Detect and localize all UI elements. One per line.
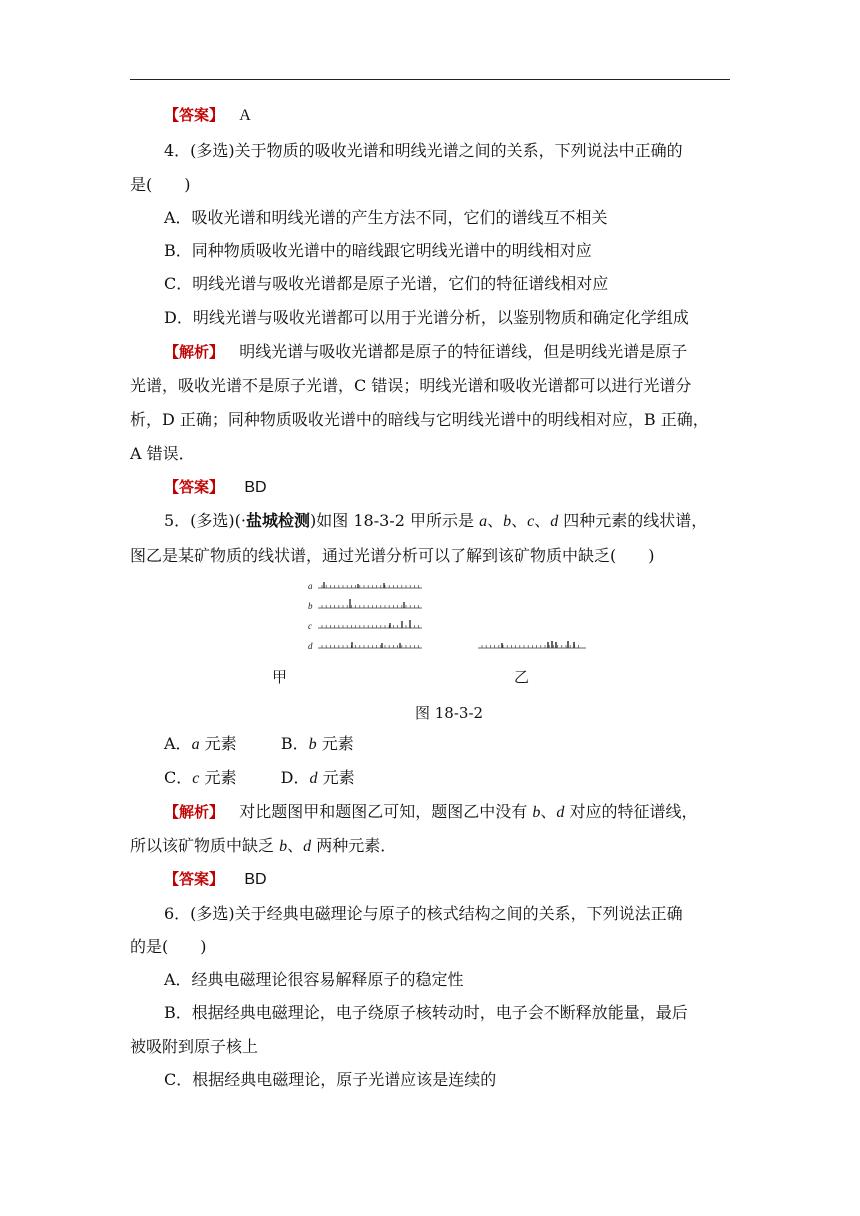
spectrum-row-label: c bbox=[308, 621, 312, 631]
analysis-tag: 【解析】 bbox=[164, 343, 225, 361]
q4-option-a: A．吸收光谱和明线光谱的产生方法不同，它们的谱线互不相关 bbox=[164, 208, 608, 227]
analysis-text: 对应的特征谱线， bbox=[564, 802, 698, 821]
q6-option-a: A．经典电磁理论很容易解释原子的稳定性 bbox=[164, 970, 464, 989]
analysis-text: 对比题图甲和题图乙可知，题图乙中没有 bbox=[239, 802, 533, 821]
answer-value: BD bbox=[244, 479, 267, 496]
q4-stem-line2: 是( ) bbox=[130, 175, 191, 194]
q4-answer bbox=[164, 476, 267, 499]
q5-option-b: B．b 元素 bbox=[280, 734, 354, 753]
figure-caption: 图 18-3-2 bbox=[415, 704, 484, 722]
q5-answer bbox=[164, 868, 267, 891]
q5-stem-middle: )如图 18-3-2 甲所示是 bbox=[310, 511, 480, 530]
spectrum-row-label: a bbox=[308, 581, 313, 591]
var-d: d bbox=[550, 513, 559, 530]
q5-option-c: C．c 元素 bbox=[164, 768, 237, 787]
q4-option-d: D．明线光谱与吸收光谱都可以用于光谱分析，以鉴别物质和确定化学组成 bbox=[164, 308, 689, 327]
q6-option-c: C．根据经典电磁理论，原子光谱应该是连续的 bbox=[164, 1070, 497, 1089]
var-d: d bbox=[303, 838, 312, 855]
q6-stem-line1: 6．(多选)关于经典电磁理论与原子的核式结构之间的关系，下列说法正确 bbox=[164, 904, 683, 923]
spectrum-row-label: b bbox=[308, 601, 313, 611]
q5-stem-suffix: 四种元素的线状谱， bbox=[558, 511, 708, 530]
figure-label-yi: 乙 bbox=[514, 668, 530, 686]
analysis-text: 两种元素． bbox=[311, 836, 397, 855]
spectrum-row-label: d bbox=[308, 641, 313, 651]
q5-options-row2 bbox=[164, 767, 355, 790]
answer-tag: 【答案】 bbox=[164, 106, 225, 124]
analysis-text: 明线光谱与吸收光谱都是原子的特征谱线，但是明线光谱是原子 bbox=[239, 342, 688, 361]
var-b: b bbox=[503, 513, 512, 530]
answer-tag: 【答案】 bbox=[164, 870, 225, 888]
q6-option-b: B．根据经典电磁理论，电子绕原子核转动时，电子会不断释放能量，最后 bbox=[164, 1003, 688, 1022]
q5-source: 盐城检测 bbox=[246, 511, 311, 530]
var-b: b bbox=[279, 838, 288, 855]
spectrum-figure bbox=[300, 578, 600, 658]
var-a: a bbox=[479, 513, 488, 530]
q4-option-b: B．同种物质吸收光谱中的暗线跟它明线光谱中的明线相对应 bbox=[164, 241, 592, 260]
q4-option-c: C．明线光谱与吸收光谱都是原子光谱，它们的特征谱线相对应 bbox=[164, 274, 609, 293]
q4-analysis-line2: 光谱，吸收光谱不是原子光谱，C 错误；明线光谱和吸收光谱都可以进行光谱分 bbox=[130, 376, 692, 395]
q5-stem-prefix: 5．(多选)(· bbox=[164, 511, 246, 530]
answer-tag: 【答案】 bbox=[164, 478, 225, 496]
figure-label-jia: 甲 bbox=[272, 668, 288, 686]
var-c: c bbox=[527, 513, 535, 530]
q4-analysis-line1 bbox=[164, 341, 687, 363]
q5-analysis-line1: 【解析】 对比题图甲和题图乙可知，题图乙中没有 b、d 对应的特征谱线， bbox=[164, 802, 698, 821]
q5-analysis-line2: 所以该矿物质中缺乏 b、d 两种元素． bbox=[130, 836, 397, 855]
var-b: b bbox=[532, 804, 541, 821]
analysis-text: 所以该矿物质中缺乏 bbox=[130, 836, 280, 855]
q6-option-b-cont: 被吸附到原子核上 bbox=[130, 1037, 259, 1056]
q4-analysis-line3: 析，D 正确；同种物质吸收光谱中的暗线与它明线光谱中的明线相对应，B 正确， bbox=[130, 410, 709, 429]
analysis-tag: 【解析】 bbox=[164, 803, 225, 821]
var-d: d bbox=[556, 804, 565, 821]
q5-options-row1 bbox=[164, 733, 354, 756]
q5-option-d: D．d 元素 bbox=[280, 768, 355, 787]
q3-answer bbox=[164, 104, 251, 127]
answer-value: BD bbox=[244, 871, 267, 888]
header-rule bbox=[130, 79, 730, 80]
q4-analysis-line4: A 错误． bbox=[130, 444, 195, 463]
q5-stem-line1: 5．(多选)(·盐城检测)如图 18-3-2 甲所示是 a、b、c、d 四种元素的线状谱， bbox=[164, 511, 708, 530]
q5-option-a: A．a 元素 bbox=[164, 734, 237, 753]
q4-stem-line1: 4．(多选)关于物质的吸收光谱和明线光谱之间的关系，下列说法中正确的 bbox=[164, 141, 683, 160]
q6-stem-line2: 的是( ) bbox=[130, 937, 207, 956]
answer-value: A bbox=[239, 107, 251, 124]
q5-stem-line2: 图乙是某矿物质的线状谱，通过光谱分析可以了解到该矿物质中缺乏( ) bbox=[130, 546, 655, 565]
